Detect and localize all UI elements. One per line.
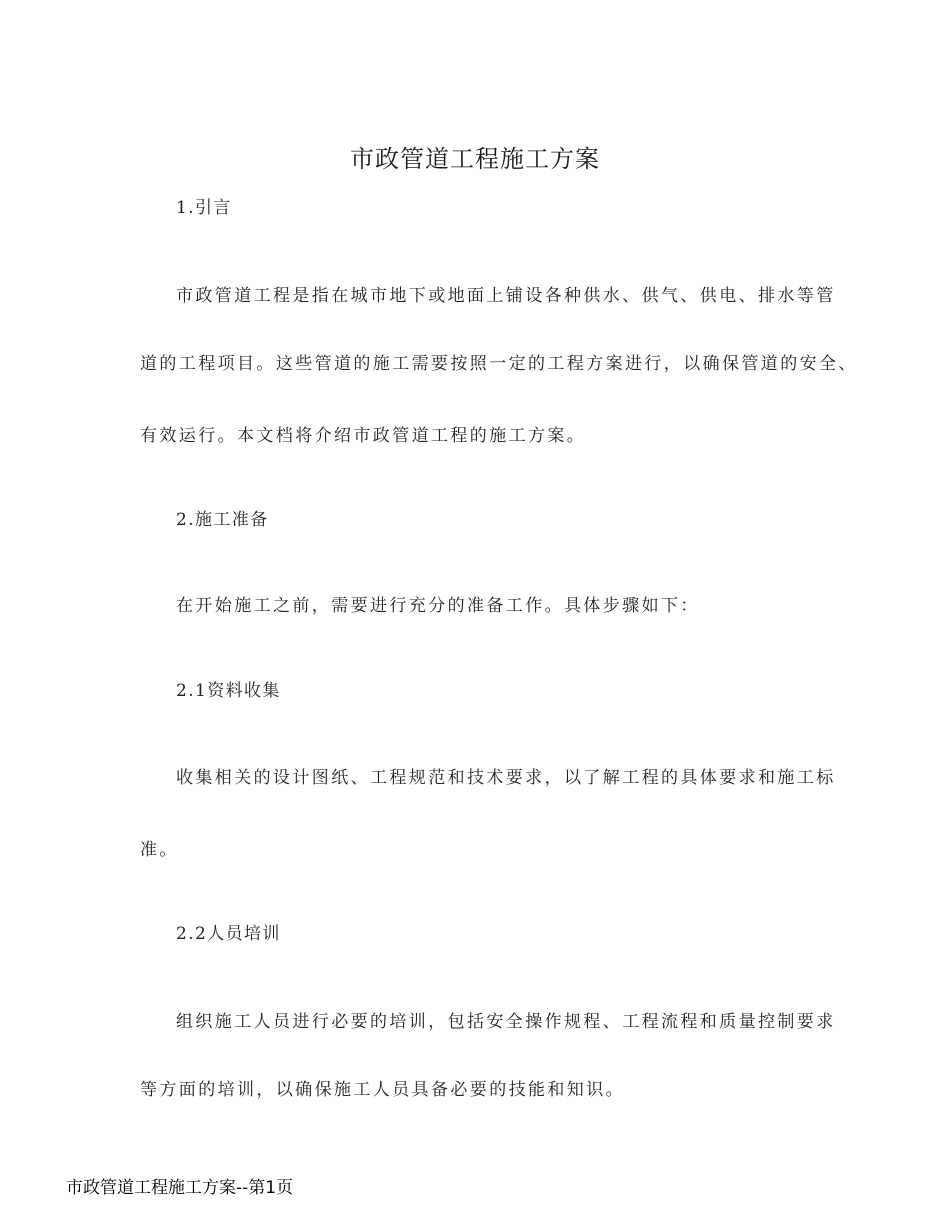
paragraph-line: 组织施工人员进行必要的培训，包括安全操作规程、工程流程和质量控制要求 — [176, 1012, 836, 1032]
subsection-heading-staff-training: 2.2人员培训 — [176, 924, 281, 944]
paragraph-line: 有效运行。本文档将介绍市政管道工程的施工方案。 — [140, 426, 587, 446]
paragraph-line: 道的工程项目。这些管道的施工需要按照一定的工程方案进行，以确保管道的安全、 — [140, 354, 858, 374]
paragraph-line: 收集相关的设计图纸、工程规范和技术要求，以了解工程的具体要求和施工标 — [176, 768, 836, 788]
paragraph-line: 等方面的培训，以确保施工人员具备必要的技能和知识。 — [140, 1080, 625, 1100]
document-title: 市政管道工程施工方案 — [350, 145, 600, 173]
paragraph-line: 市政管道工程是指在城市地下或地面上铺设各种供水、供气、供电、排水等管 — [176, 286, 836, 306]
section-heading-preparation: 2.施工准备 — [176, 510, 269, 530]
subsection-heading-data-collection: 2.1资料收集 — [176, 681, 281, 701]
page-footer: 市政管道工程施工方案--第1页 — [66, 1178, 294, 1198]
paragraph-line: 准。 — [140, 840, 179, 860]
section-heading-introduction: 1.引言 — [176, 198, 232, 218]
paragraph-line: 在开始施工之前，需要进行充分的准备工作。具体步骤如下： — [176, 596, 700, 616]
